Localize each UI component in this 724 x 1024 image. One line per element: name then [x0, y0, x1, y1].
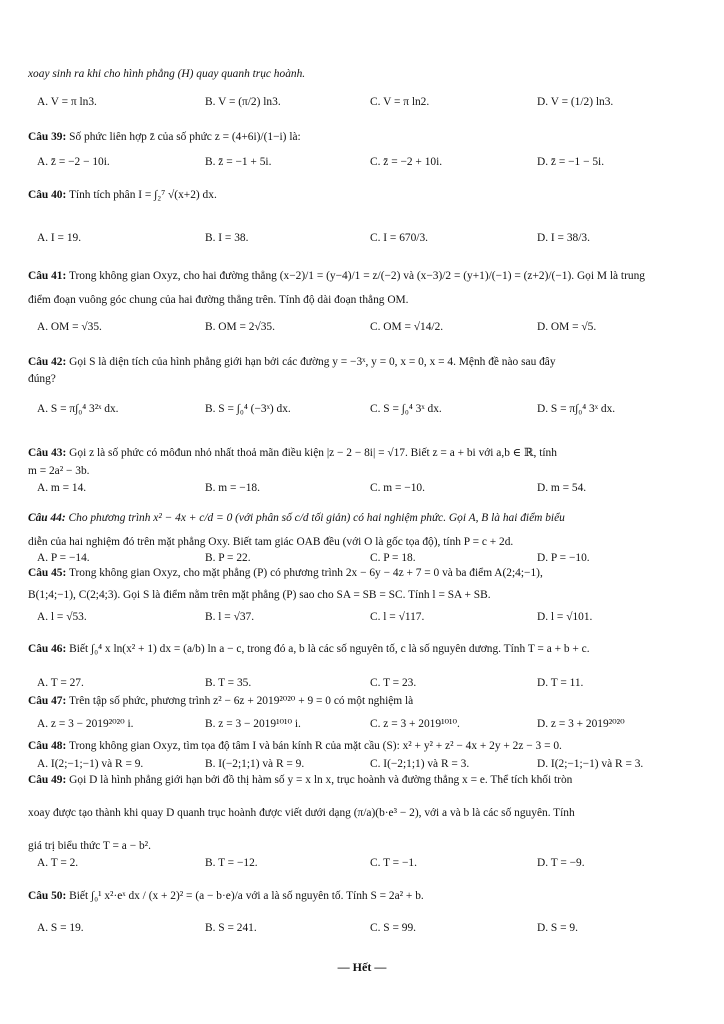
- question-text: Gọi D là hình phẳng giới hạn bởi đồ thị hàm số y = x ln x, trục hoành và đường thẳng x = e. Thể tích khối tròn: [69, 774, 573, 786]
- q39-option-a: A. z̄ = −2 − 10i.: [37, 156, 110, 168]
- q45-option-d: D. l = √101.: [537, 611, 593, 623]
- q39-option-b: B. z̄ = −1 + 5i.: [205, 156, 272, 168]
- q42-option-d: D. S = π∫₀⁴ 3ˣ dx.: [537, 403, 616, 415]
- q41-option-c: C. OM = √14/2.: [370, 321, 444, 333]
- q49-option-c: C. T = −1.: [370, 857, 417, 869]
- question-text: Biết ∫₀¹ x²·eˣ dx / (x + 2)² = (a − b·e)/a với a là số nguyên tố. Tính S = 2a² + b.: [69, 890, 424, 902]
- question-text: Số phức liên hợp z̄ của số phức z = (4+6i)/(1−i) là:: [69, 131, 301, 143]
- question-49-line-3: giá trị biểu thức T = a − b².: [28, 840, 151, 852]
- question-41-line-2: điểm đoạn vuông góc chung của hai đường thẳng trên. Tính độ dài đoạn thẳng OM.: [28, 294, 409, 306]
- q44-option-a: A. P = −14.: [37, 552, 90, 564]
- q44-option-c: C. P = 18.: [370, 552, 416, 564]
- q50-option-c: C. S = 99.: [370, 922, 416, 934]
- q49-option-a: A. T = 2.: [37, 857, 79, 869]
- q46-option-c: C. T = 23.: [370, 677, 417, 689]
- question-45-line-2: B(1;4;−1), C(2;4;3). Gọi S là điểm nằm trên mặt phẳng (P) sao cho SA = SB = SC. Tính l = SA + SB.: [28, 589, 491, 601]
- q40-option-c: C. I = 670/3.: [370, 232, 428, 244]
- q43-option-b: B. m = −18.: [205, 482, 260, 494]
- question-text: Biết ∫₀⁴ x ln(x² + 1) dx = (a/b) ln a − c, trong đó a, b là các số nguyên tố, c là số nguyên dương. Tính T = a + b + c.: [69, 643, 590, 655]
- question-label: Câu 46:: [28, 643, 67, 655]
- q43-option-d: D. m = 54.: [537, 482, 587, 494]
- q43-option-c: C. m = −10.: [370, 482, 425, 494]
- question-label: Câu 49:: [28, 774, 67, 786]
- q45-option-a: A. l = √53.: [37, 611, 87, 623]
- question-label: Câu 39:: [28, 131, 67, 143]
- q47-option-a: A. z = 3 − 2019²⁰²⁰ i.: [37, 718, 134, 730]
- q47-option-b: B. z = 3 − 2019¹⁰¹⁰ i.: [205, 718, 301, 730]
- q49-option-d: D. T = −9.: [537, 857, 585, 869]
- q46-option-d: D. T = 11.: [537, 677, 584, 689]
- question-label: Câu 48:: [28, 740, 67, 752]
- question-41: [28, 269, 645, 283]
- question-42-line-2: đúng?: [28, 373, 56, 385]
- q48-option-c: C. I(−2;1;1) và R = 3.: [370, 758, 470, 770]
- question-label: Câu 50:: [28, 890, 67, 902]
- q48-option-b: B. I(−2;1;1) và R = 9.: [205, 758, 305, 770]
- q42-option-b: B. S = ∫₀⁴ (−3ˣ) dx.: [205, 403, 291, 415]
- intro-option-d: D. V = (1/2) ln3.: [537, 96, 614, 108]
- q46-option-b: B. T = 35.: [205, 677, 252, 689]
- question-label: Câu 45:: [28, 567, 67, 579]
- question-text: Trên tập số phức, phương trình z² − 6z + 2019²⁰²⁰ + 9 = 0 có một nghiệm là: [68, 695, 414, 707]
- question-text: Trong không gian Oxyz, tìm tọa độ tâm I và bán kính R của mặt cầu (S): x² + y² + z² − 4x + 2y + 2z − 3 = 0.: [68, 740, 562, 752]
- q47-option-c: C. z = 3 + 2019¹⁰¹⁰.: [370, 718, 460, 730]
- question-label: Câu 42:: [28, 356, 67, 368]
- question-text: Gọi z là số phức có môđun nhỏ nhất thoả mãn điều kiện |z − 2 − 8i| = √17. Biết z = a + bi với a,b ∈ ℝ, tính: [69, 447, 557, 459]
- intro-option-b: B. V = (π/2) ln3.: [205, 96, 281, 108]
- question-46: [28, 642, 590, 656]
- question-42: [28, 355, 556, 369]
- intro-text: xoay sinh ra khi cho hình phẳng (H) quay quanh trục hoành.: [28, 68, 306, 80]
- q46-option-a: A. T = 27.: [37, 677, 84, 689]
- question-39: [28, 130, 301, 144]
- q41-option-d: D. OM = √5.: [537, 321, 597, 333]
- q40-option-d: D. I = 38/3.: [537, 232, 590, 244]
- question-label: Câu 43:: [28, 447, 67, 459]
- q40-option-b: B. I = 38.: [205, 232, 249, 244]
- question-43: [28, 446, 557, 460]
- question-44: [28, 511, 565, 525]
- question-43-line-2: m = 2a² − 3b.: [28, 465, 90, 477]
- question-49-line-2: xoay được tạo thành khi quay D quanh trục hoành được viết dưới dạng (π/a)(b·e³ − 2), với a và b là các số nguyên. Tính: [28, 807, 575, 819]
- intro-option-a: A. V = π ln3.: [37, 96, 97, 108]
- end-mark: — Hết —: [337, 960, 387, 974]
- question-44-line-2: diễn của hai nghiệm đó trên mặt phẳng Oxy. Biết tam giác OAB đều (với O là gốc tọa độ), tính P = c + 2d.: [28, 536, 514, 548]
- question-label: Câu 44:: [28, 512, 66, 524]
- question-text: Trong không gian Oxyz, cho mặt phẳng (P) có phương trình 2x − 6y − 4z + 7 = 0 và ba điểm A(2;4;−1),: [68, 567, 543, 579]
- q50-option-d: D. S = 9.: [537, 922, 578, 934]
- q45-option-c: C. l = √117.: [370, 611, 425, 623]
- question-text: Cho phương trình x² − 4x + c/d = 0 (với phân số c/d tối giản) có hai nghiệm phức. Gọi A, B là hai điểm biểu: [68, 512, 565, 524]
- q41-option-b: B. OM = 2√35.: [205, 321, 275, 333]
- question-text: Gọi S là diện tích của hình phẳng giới hạn bởi các đường y = −3ˣ, y = 0, x = 0, x = 4. Mệnh đề nào sau đây: [69, 356, 556, 368]
- question-label: Câu 40:: [28, 189, 67, 201]
- q50-option-a: A. S = 19.: [37, 922, 84, 934]
- question-40: [28, 188, 217, 202]
- question-text: Trong không gian Oxyz, cho hai đường thẳng (x−2)/1 = (y−4)/1 = z/(−2) và (x−3)/2 = (y+1)/(−1) = (z+2)/(−1). Gọi M là trung: [68, 270, 645, 282]
- question-48: [28, 739, 562, 753]
- q42-option-a: A. S = π∫₀⁴ 3²ˣ dx.: [37, 403, 119, 415]
- q40-option-a: A. I = 19.: [37, 232, 82, 244]
- question-49: [28, 773, 572, 787]
- q39-option-d: D. z̄ = −1 − 5i.: [537, 156, 605, 168]
- q44-option-b: B. P = 22.: [205, 552, 251, 564]
- question-label: Câu 47:: [28, 695, 67, 707]
- q47-option-d: D. z = 3 + 2019²⁰²⁰: [537, 718, 625, 730]
- q50-option-b: B. S = 241.: [205, 922, 257, 934]
- q49-option-b: B. T = −12.: [205, 857, 258, 869]
- question-label: Câu 41:: [28, 270, 67, 282]
- question-47: [28, 694, 413, 708]
- q45-option-b: B. l = √37.: [205, 611, 255, 623]
- q48-option-a: A. I(2;−1;−1) và R = 9.: [37, 758, 144, 770]
- q43-option-a: A. m = 14.: [37, 482, 87, 494]
- question-text: Tính tích phân I = ∫₂⁷ √(x+2) dx.: [68, 189, 217, 201]
- q41-option-a: A. OM = √35.: [37, 321, 102, 333]
- question-50: [28, 889, 424, 903]
- q44-option-d: D. P = −10.: [537, 552, 590, 564]
- q39-option-c: C. z̄ = −2 + 10i.: [370, 156, 443, 168]
- q42-option-c: C. S = ∫₀⁴ 3ˣ dx.: [370, 403, 442, 415]
- q48-option-d: D. I(2;−1;−1) và R = 3.: [537, 758, 644, 770]
- intro-option-c: C. V = π ln2.: [370, 96, 430, 108]
- question-45: [28, 566, 543, 580]
